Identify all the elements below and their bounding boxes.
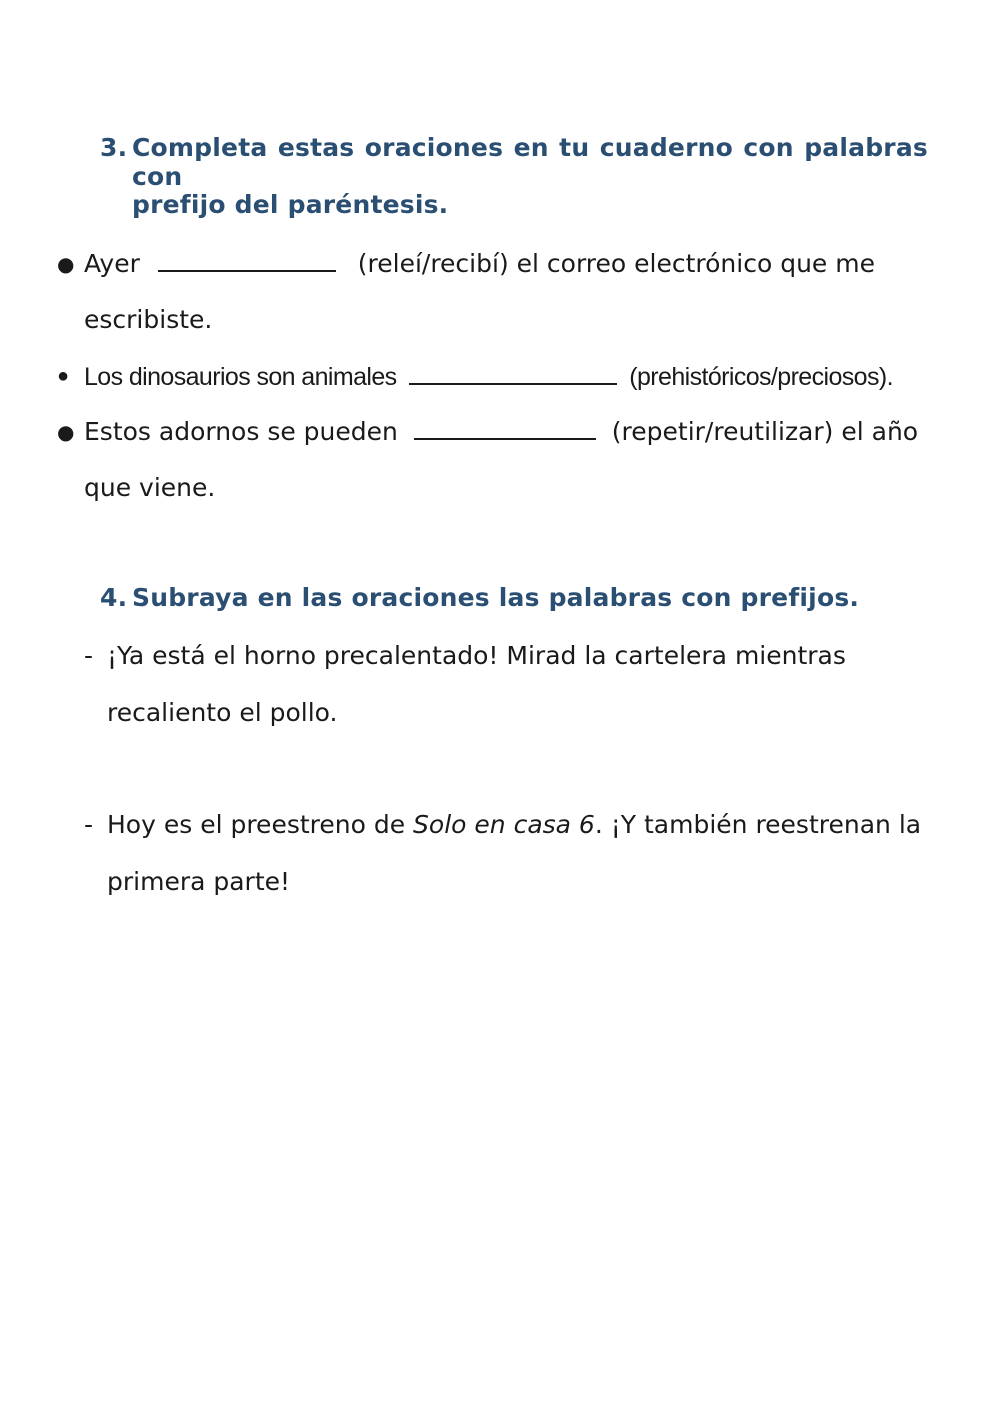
sentence-2-after-title: . ¡Y también reestrenan la xyxy=(594,810,922,839)
exercise-3-item-2 xyxy=(0,361,1000,401)
exercise-4-number: 4. xyxy=(100,583,128,612)
item-3-answer-blank[interactable] xyxy=(414,416,596,440)
dash-marker: - xyxy=(84,810,94,839)
item-1-continuation: escribiste. xyxy=(84,305,213,334)
movie-title: Solo en casa 6 xyxy=(413,810,595,839)
exercise-4-sentence-2 xyxy=(0,810,1000,900)
sentence-2-line-2: primera parte! xyxy=(107,867,291,896)
item-1-prompt: Ayer xyxy=(84,249,140,278)
exercise-3-heading xyxy=(100,133,930,233)
bullet-icon: ● xyxy=(57,420,75,444)
item-3-prompt: Estos adornos se pueden xyxy=(84,417,398,446)
exercise-3-title-line-1: Completa estas oraciones en tu cuaderno con palabras con xyxy=(132,133,928,191)
item-3-continuation: que viene. xyxy=(84,473,216,502)
exercise-4-title: Subraya en las oraciones las palabras con prefijos. xyxy=(132,583,860,612)
sentence-1-line-1: ¡Ya está el horno precalentado! Mirad la cartelera mientras xyxy=(107,641,846,670)
dash-marker: - xyxy=(84,641,94,670)
bullet-icon: ● xyxy=(57,365,69,387)
item-2-answer-blank[interactable] xyxy=(409,361,617,385)
bullet-icon: ● xyxy=(57,252,75,276)
item-2-options: (prehistóricos/preciosos). xyxy=(629,363,893,391)
sentence-2-before-title: Hoy es el preestreno de xyxy=(107,810,414,839)
item-3-options: (repetir/reutilizar) el año xyxy=(611,417,919,446)
exercise-3-item-3 xyxy=(0,416,1000,506)
item-1-options: (releí/recibí) el correo electrónico que me xyxy=(357,249,875,278)
item-1-answer-blank[interactable] xyxy=(158,248,336,272)
exercise-4-heading xyxy=(100,583,930,623)
exercise-4-sentence-1 xyxy=(0,641,1000,731)
item-2-prompt: Los dinosaurios son animales xyxy=(84,363,397,391)
exercise-3-title-line-2: prefijo del paréntesis. xyxy=(132,190,449,219)
exercise-3-number: 3. xyxy=(100,133,128,162)
sentence-1-line-2: recaliento el pollo. xyxy=(107,698,338,727)
exercise-3-item-1 xyxy=(0,248,1000,338)
